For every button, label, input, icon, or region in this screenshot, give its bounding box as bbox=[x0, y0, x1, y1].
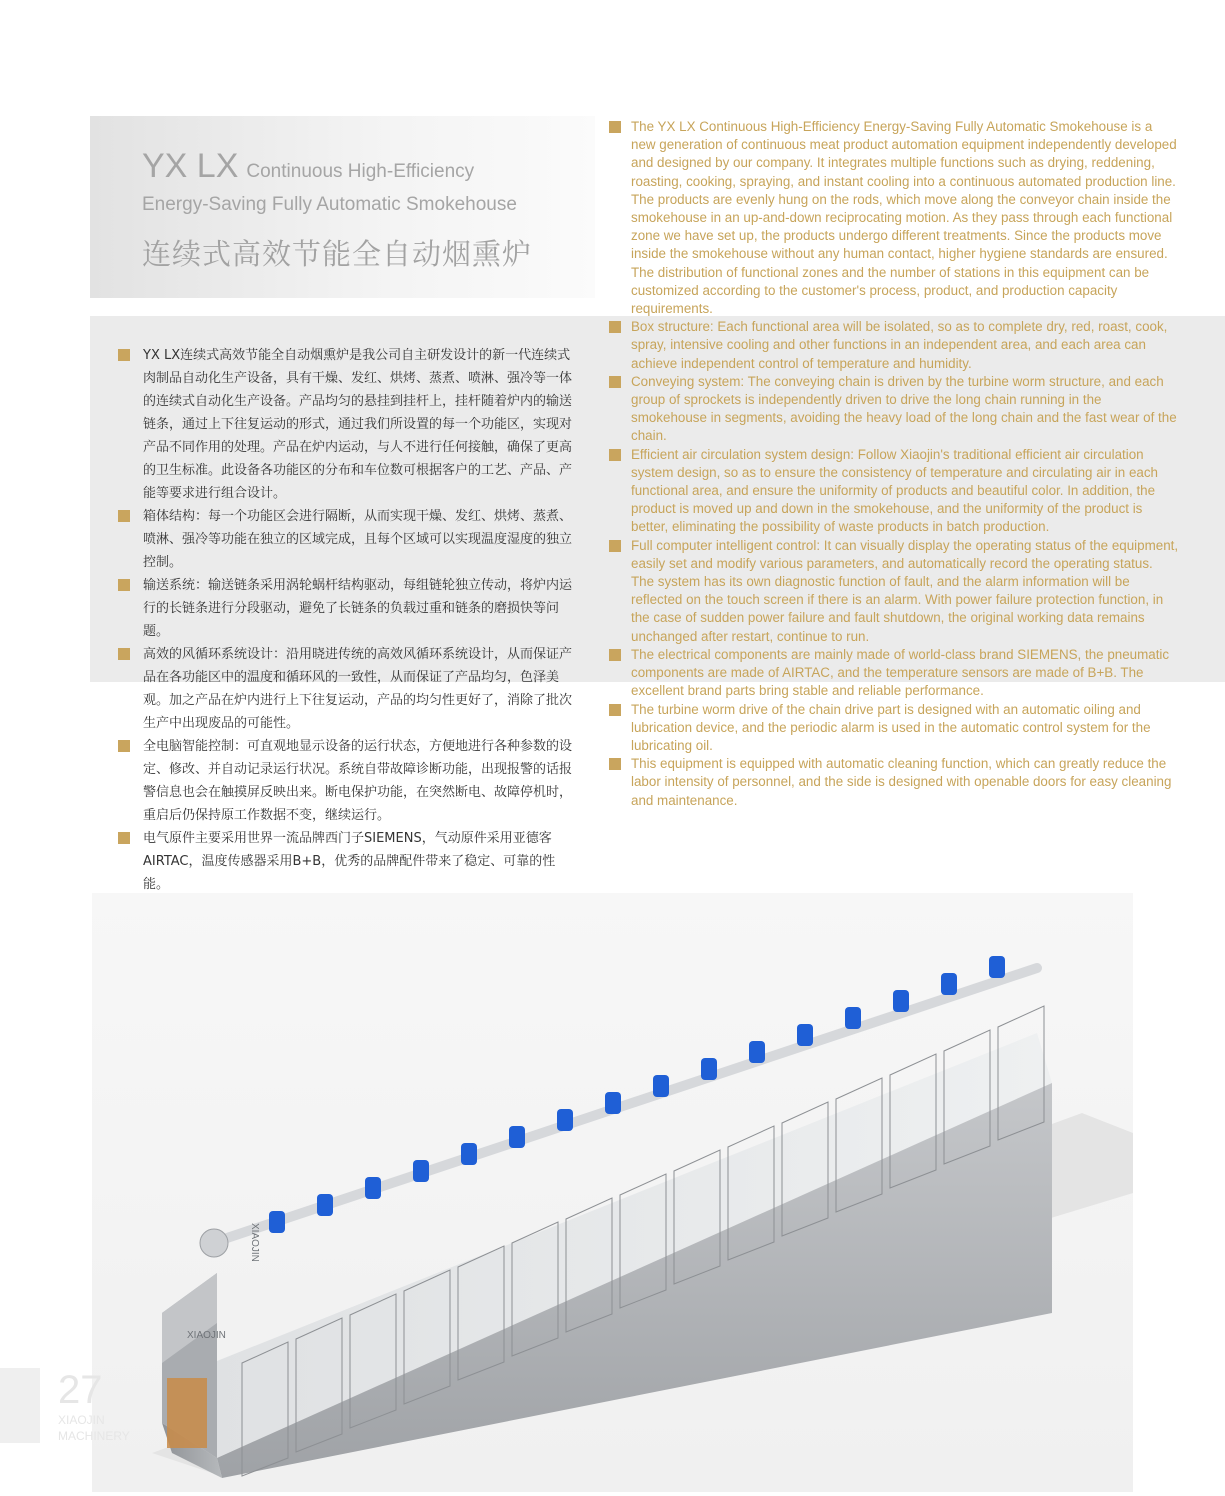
zh-item bbox=[118, 344, 580, 505]
en-item-text: Conveying system: The conveying chain is driven by the turbine worm structure, and each group of sprockets is independently driven to drive the long chain running in the smokehouse in segments, avoiding the heavy load of the long chain and the fast wear of the chain. bbox=[631, 373, 1177, 444]
bullet-square-icon bbox=[118, 832, 130, 844]
en-item-text: This equipment is equipped with automatic cleaning function, which can greatly reduce the labor intensity of personnel, and the side is designed with openable doors for easy cleaning and maintenance. bbox=[631, 756, 1172, 808]
blue-motor-icon bbox=[461, 1143, 477, 1165]
zh-item bbox=[118, 505, 580, 574]
blue-motor-icon bbox=[989, 956, 1005, 978]
blue-motor-icon bbox=[701, 1058, 717, 1080]
title-en-line1: Continuous High-Efficiency bbox=[246, 161, 475, 182]
zh-item bbox=[118, 643, 580, 735]
en-item-text: Full computer intelligent control: It can visually display the operating status of the equipment, easily set and modify various parameters, and automatically record the operating status. The system has its own diagnostic function of fault, and the alarm information will be reflected on the touch screen if there is an alarm. With power failure protection function, in the case of sudden power failure and fault shutdown, the original working data remains unchanged after restart, continue to run. bbox=[631, 537, 1179, 644]
bullet-square-icon bbox=[609, 540, 621, 552]
page-brand bbox=[58, 1412, 130, 1444]
en-item-text: Box structure: Each functional area will be isolated, so as to complete dry, red, roast, cook, spray, intensive cooling and other functions in an independent area, and each area can achieve independent control of temperature and humidity. bbox=[631, 319, 1168, 371]
title-en bbox=[142, 147, 582, 221]
machine-logo-text: XIAOJIN bbox=[249, 1223, 260, 1262]
blue-motor-icon bbox=[797, 1024, 813, 1046]
bullet-square-icon bbox=[609, 321, 621, 333]
page-number-box bbox=[0, 1368, 40, 1443]
en-item-text: The YX LX Continuous High-Efficiency Energy-Saving Fully Automatic Smokehouse is a new generation of continuous meat product automation equipment independently developed and designed by our company. It integrates multiple functions such as drying, reddening, roasting, cooking, spraying, and instant cooling into a continuous automated production line. The products are evenly hung on the rods, which move along the conveyor chain inside the smokehouse in an up-and-down reciprocating motion. As they pass through each functional zone we have set up, the products undergo different treatments. Since the products move inside the smokehouse without any human contact, higher hygiene standards are ensured. The distribution of functional zones and the number of stations in this equipment can be customized according to the customer's process, product, and production capacity requirements. bbox=[631, 119, 1177, 317]
machine-illustration bbox=[92, 893, 1133, 1492]
zh-item-text: 高效的风循环系统设计：沿用晓进传统的高效风循环系统设计，从而保证产品在各功能区中的温度和循环风的一致性，从而保证了产品均匀，色泽美观。加之产品在炉内进行上下往复运动，产品的均匀性更好了，消除了批次生产中出现废品的可能性。 bbox=[143, 647, 573, 731]
smokehouse-machine-image bbox=[92, 893, 1133, 1492]
en-item bbox=[609, 646, 1179, 701]
title-zh: 连续式高效节能全自动烟熏炉 bbox=[142, 237, 533, 271]
blue-motor-icon bbox=[653, 1075, 669, 1097]
bullet-square-icon bbox=[609, 121, 621, 133]
blue-motor-icon bbox=[893, 990, 909, 1012]
en-item bbox=[609, 373, 1179, 446]
bullet-square-icon bbox=[609, 449, 621, 461]
product-model: YX LX bbox=[142, 147, 239, 185]
blue-motor-icon bbox=[365, 1177, 381, 1199]
pipe-end bbox=[200, 1229, 228, 1257]
bullet-square-icon bbox=[118, 510, 130, 522]
en-item bbox=[609, 701, 1179, 756]
zh-item-text: 箱体结构：每一个功能区会进行隔断，从而实现干燥、发红、烘烤、蒸煮、喷淋、强冷等功能在独立的区域完成，且每个区域可以实现温度湿度的独立控制。 bbox=[143, 509, 573, 570]
brand-line2: MACHINERY bbox=[58, 1429, 130, 1443]
zh-item-text: YX LX连续式高效节能全自动烟熏炉是我公司自主研发设计的新一代连续式肉制品自动化生产设备，具有干燥、发红、烘烤、蒸煮、喷淋、强冷等一体的连续式自动化生产设备。产品均匀的悬挂到挂杆上，挂杆随着炉内的输送链条，通过上下往复运动的形式，通过我们所设置的每一个功能区，实现对产品不同作用的处理。产品在炉内运动，与人不进行任何接触，确保了更高的卫生标准。此设备各功能区的分布和车位数可根据客户的工艺、产品、产能等要求进行组合设计。 bbox=[143, 348, 573, 501]
product-rack bbox=[167, 1378, 207, 1448]
blue-motor-icon bbox=[413, 1160, 429, 1182]
blue-motor-icon bbox=[269, 1211, 285, 1233]
blue-motor-icon bbox=[941, 973, 957, 995]
en-item bbox=[609, 446, 1179, 537]
zh-item bbox=[118, 827, 580, 896]
zh-item-text: 电气原件主要采用世界一流品牌西门子SIEMENS，气动原件采用亚德客AIRTAC，温度传感器采用B+B，优秀的品牌配件带来了稳定、可靠的性能。 bbox=[143, 831, 556, 892]
blue-motor-icon bbox=[317, 1194, 333, 1216]
en-item bbox=[609, 537, 1179, 646]
title-en-line2: Energy-Saving Fully Automatic Smokehouse bbox=[142, 194, 517, 215]
bullet-square-icon bbox=[609, 649, 621, 661]
blue-motor-icon bbox=[557, 1109, 573, 1131]
bullet-square-icon bbox=[118, 579, 130, 591]
zh-item-text: 全电脑智能控制：可直观地显示设备的运行状态，方便地进行各种参数的设定、修改、并自动记录运行状况。系统自带故障诊断功能，出现报警的话报警信息也会在触摸屏反映出来。断电保护功能，在突然断电、故障停机时，重启后仍保持原工作数据不变，继续运行。 bbox=[143, 739, 573, 823]
bullet-square-icon bbox=[609, 376, 621, 388]
zh-feature-list bbox=[118, 344, 580, 988]
zh-item bbox=[118, 574, 580, 643]
zh-item-text: 输送系统：输送链条采用涡轮蜗杆结构驱动，每组链轮独立传动，将炉内运行的长链条进行分段驱动，避免了长链条的负载过重和链条的磨损快等问题。 bbox=[143, 578, 573, 639]
en-item-text: Efficient air circulation system design: Follow Xiaojin's traditional efficient air circulation system design, so as to ensure the consistency of temperature and circulating air in each functional area, and ensure the uniformity of products and beautiful color. In addition, the product is moved up and down in the smokehouse, and the uniformity of the product is better, eliminating the possibility of waste products in batch production. bbox=[631, 446, 1158, 535]
blue-motor-icon bbox=[605, 1092, 621, 1114]
en-item bbox=[609, 755, 1179, 810]
entry-logo-text: XIAOJIN bbox=[187, 1330, 226, 1341]
en-item bbox=[609, 118, 1179, 318]
page-number: 27 bbox=[58, 1368, 103, 1412]
blue-motor-icon bbox=[509, 1126, 525, 1148]
en-item-text: The electrical components are mainly made of world-class brand SIEMENS, the pneumatic components are made of AIRTAC, and the temperature sensors are made of B+B. The excellent brand parts bring stable and reliable performance. bbox=[631, 646, 1170, 699]
blue-motor-icon bbox=[749, 1041, 765, 1063]
zh-item bbox=[118, 735, 580, 827]
bullet-square-icon bbox=[118, 740, 130, 752]
bullet-square-icon bbox=[609, 704, 621, 716]
en-item bbox=[609, 318, 1179, 373]
en-feature-list bbox=[609, 118, 1179, 810]
brand-line1: XIAOJIN bbox=[58, 1413, 105, 1427]
bullet-square-icon bbox=[118, 648, 130, 660]
en-item-text: The turbine worm drive of the chain drive part is designed with an automatic oiling and lubrication device, and the periodic alarm is used in the automatic control system for the lubricating oil. bbox=[631, 701, 1151, 753]
bullet-square-icon bbox=[118, 349, 130, 361]
blue-motor-icon bbox=[845, 1007, 861, 1029]
bullet-square-icon bbox=[609, 758, 621, 770]
